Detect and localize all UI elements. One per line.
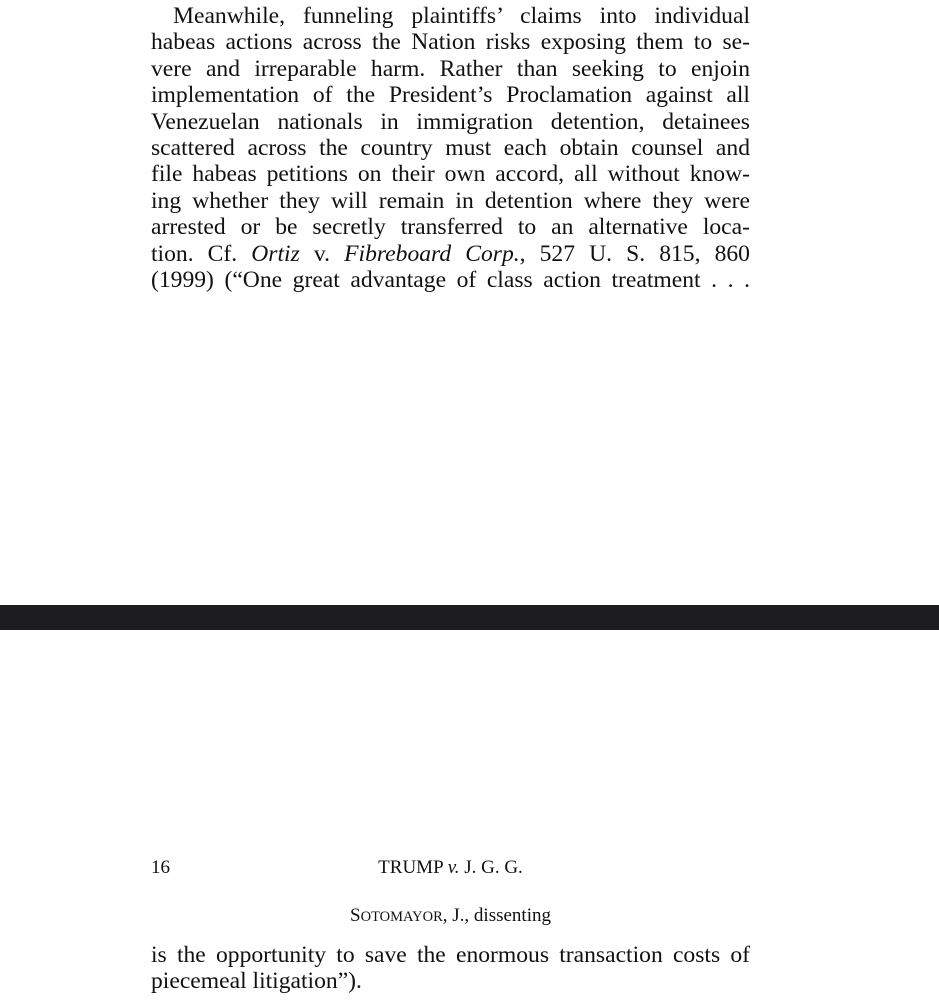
- paragraph-line: habeas actions across the Nation risks exposing them to se-: [151, 29, 750, 56]
- case-title: [151, 857, 750, 879]
- author-rest: OTOMAYOR: [360, 909, 443, 925]
- citation-versus: v.: [299, 240, 345, 267]
- paragraph-line: file habeas petitions on their own accord, all without know-: [151, 161, 750, 188]
- lower-paragraph: [151, 942, 750, 995]
- page-number: 16: [151, 857, 170, 878]
- citation-prefix: tion. Cf.: [151, 240, 252, 267]
- page-separator: [0, 605, 939, 630]
- citation-suffix: , 527 U. S. 815, 860: [519, 240, 750, 267]
- paragraph-line: (1999) (“One great advantage of class action treatment . . .: [151, 266, 750, 293]
- paragraph-line: Meanwhile, funneling plaintiffs’ claims into individual: [173, 3, 750, 29]
- case-title-left: TRUMP: [378, 857, 448, 878]
- upper-paragraph: [151, 3, 750, 293]
- paragraph-line: vere and irreparable harm. Rather than seeking to enjoin: [151, 55, 750, 82]
- paragraph-line: ing whether they will remain in detention where they were: [151, 187, 750, 214]
- case-party-1: Ortiz: [251, 240, 300, 267]
- lower-page: [0, 630, 939, 1000]
- citation-line: [151, 241, 750, 267]
- cut-off-previous-line: [150, 0, 750, 2]
- paragraph-line: scattered across the country must each obtain counsel and: [151, 134, 750, 161]
- opinion-suffix: , J., dissenting: [442, 905, 551, 926]
- case-party-2: Fibreboard Corp.: [344, 240, 520, 267]
- opinion-heading: [151, 905, 750, 928]
- case-title-vs: v.: [447, 857, 460, 878]
- running-header: [151, 857, 750, 879]
- case-title-right: J. G. G.: [459, 857, 523, 878]
- paragraph-line: piecemeal litigation”).: [151, 968, 362, 995]
- paragraph-line: arrested or be secretly transferred to an alternative loca-: [151, 214, 750, 241]
- author-initial: S: [350, 905, 361, 926]
- paragraph-line: Venezuelan nationals in immigration detention, detainees: [151, 108, 750, 135]
- paragraph-line: implementation of the President’s Proclamation against all: [151, 82, 750, 109]
- paragraph-line: is the opportunity to save the enormous transaction costs of: [151, 942, 750, 968]
